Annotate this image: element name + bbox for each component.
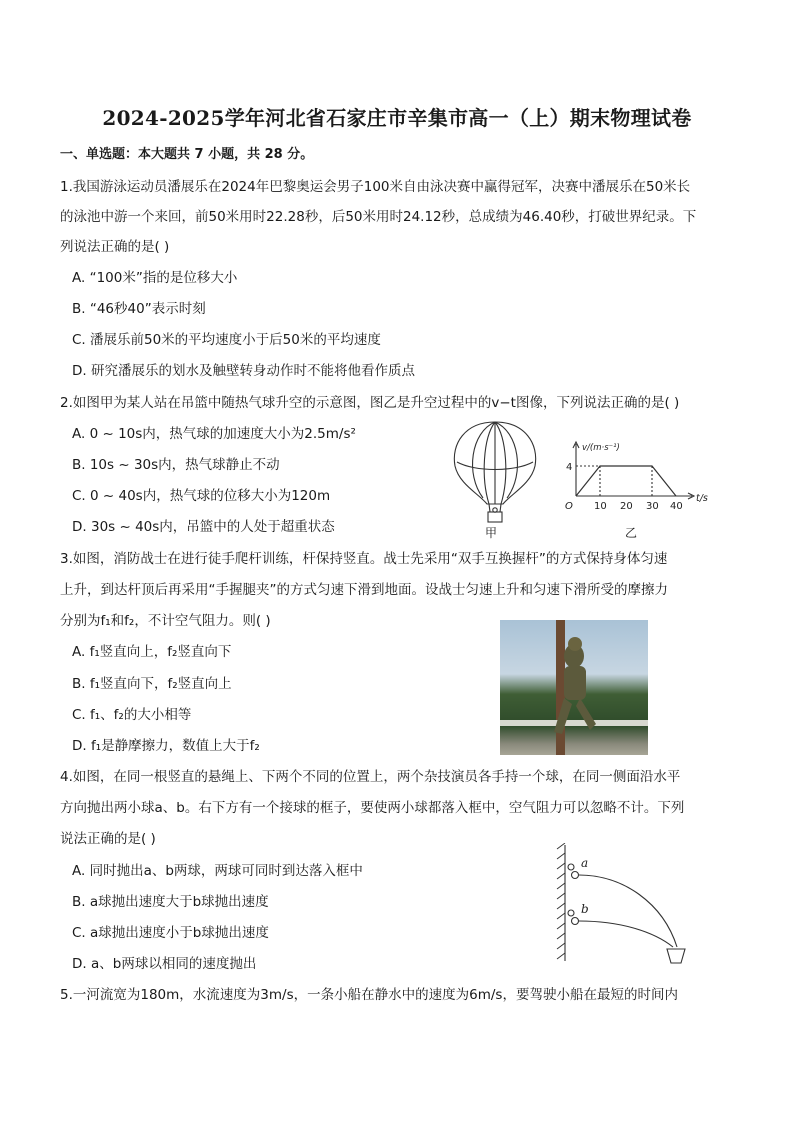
- section-heading: 一、单选题：本大题共 7 小题，共 28 分。: [60, 147, 314, 162]
- q4-text-line-2: 方向抛出两小球a、b。右下方有一个接球的框子，要使两小球都落入框中，空气阻力可以忽略不计。下列: [60, 800, 685, 816]
- q3-option-c: C. f₁、f₂的大小相等: [72, 707, 192, 723]
- projectile-figure: [553, 843, 693, 975]
- vt-graph-xtick-40: 40: [670, 501, 683, 512]
- q2-text-line-1: 2.如图甲为某人站在吊篮中随热气球升空的示意图，图乙是升空过程中的v−t图像，下列说法正确的是( ): [60, 395, 680, 411]
- q2-option-c: C. 0 ~ 40s内，热气球的位移大小为120m: [72, 488, 331, 504]
- q3-option-b: B. f₁竖直向下，f₂竖直向上: [72, 676, 232, 692]
- q1-option-d: D. 研究潘展乐的划水及触壁转身动作时不能将他看作质点: [72, 363, 415, 379]
- vt-graph-ytick: 4: [566, 462, 573, 473]
- q4-option-b: B. a球抛出速度大于b球抛出速度: [72, 894, 269, 910]
- q4-text-line-3: 说法正确的是( ): [60, 831, 156, 847]
- q4-option-a: A. 同时抛出a、b两球，两球可同时到达落入框中: [72, 863, 363, 879]
- vt-graph-xtick-20: 20: [620, 501, 633, 512]
- q3-option-d: D. f₁是静摩擦力，数值上大于f₂: [72, 738, 260, 754]
- q4-option-d: D. a、b两球以相同的速度抛出: [72, 956, 257, 972]
- q1-text-line-1: 1.我国游泳运动员潘展乐在2024年巴黎奥运会男子100米自由泳决赛中赢得冠军，决赛中潘展乐在50米长: [60, 179, 691, 195]
- pole-climbing-photo: [500, 620, 648, 755]
- q1-option-b: B. “46秒40”表示时刻: [72, 301, 206, 317]
- q5-text-line-1: 5.一河流宽为180m，水流速度为3m/s，一条小船在静水中的速度为6m/s，要驾驶小船在最短的时间内: [60, 987, 678, 1003]
- vt-graph-ylabel: v/(m·s⁻¹): [582, 443, 620, 453]
- q3-text-line-1: 3.如图，消防战士在进行徒手爬杆训练，杆保持竖直。战士先采用“双手互换握杆”的方式保持身体匀速: [60, 551, 668, 567]
- q2-option-b: B. 10s ~ 30s内，热气球静止不动: [72, 457, 280, 473]
- ball-a-label: a: [581, 856, 589, 870]
- q1-option-a: A. “100米”指的是位移大小: [72, 270, 238, 286]
- q1-option-c: C. 潘展乐前50米的平均速度小于后50米的平均速度: [72, 332, 381, 348]
- q3-text-line-2: 上升，到达杆顶后再采用“手握腿夹”的方式匀速下滑到地面。设战士匀速上升和匀速下滑所受的摩擦力: [60, 582, 668, 598]
- q1-text-line-3: 列说法正确的是( ): [60, 239, 170, 255]
- figure-jia-caption: 甲: [485, 526, 498, 540]
- ball-b-label: b: [581, 902, 589, 916]
- q1-text-line-2: 的泳池中游一个来回，前50米用时22.28秒，后50米用时24.12秒，总成绩为46.40秒，打破世界纪录。下: [60, 209, 697, 225]
- vt-graph-xtick-30: 30: [646, 501, 659, 512]
- q2-option-a: A. 0 ~ 10s内，热气球的加速度大小为2.5m/s²: [72, 426, 356, 442]
- vt-graph-xtick-10: 10: [594, 501, 607, 512]
- q2-option-d: D. 30s ~ 40s内，吊篮中的人处于超重状态: [72, 519, 335, 535]
- vt-graph-origin: O: [565, 501, 573, 512]
- q3-option-a: A. f₁竖直向上，f₂竖直向下: [72, 644, 232, 660]
- q4-text-line-1: 4.如图，在同一根竖直的悬绳上、下两个不同的位置上，两个杂技演员各手持一个球，在同一侧面沿水平: [60, 769, 681, 785]
- vt-graph-xlabel: t/s: [696, 493, 708, 504]
- q3-text-line-3: 分别为f₁和f₂，不计空气阻力。则( ): [60, 613, 271, 629]
- q4-option-c: C. a球抛出速度小于b球抛出速度: [72, 925, 269, 941]
- page-title: 2024-2025学年河北省石家庄市辛集市高一（上）期末物理试卷: [102, 106, 692, 130]
- vt-graph: [562, 438, 717, 518]
- figure-yi-caption: 乙: [625, 526, 638, 540]
